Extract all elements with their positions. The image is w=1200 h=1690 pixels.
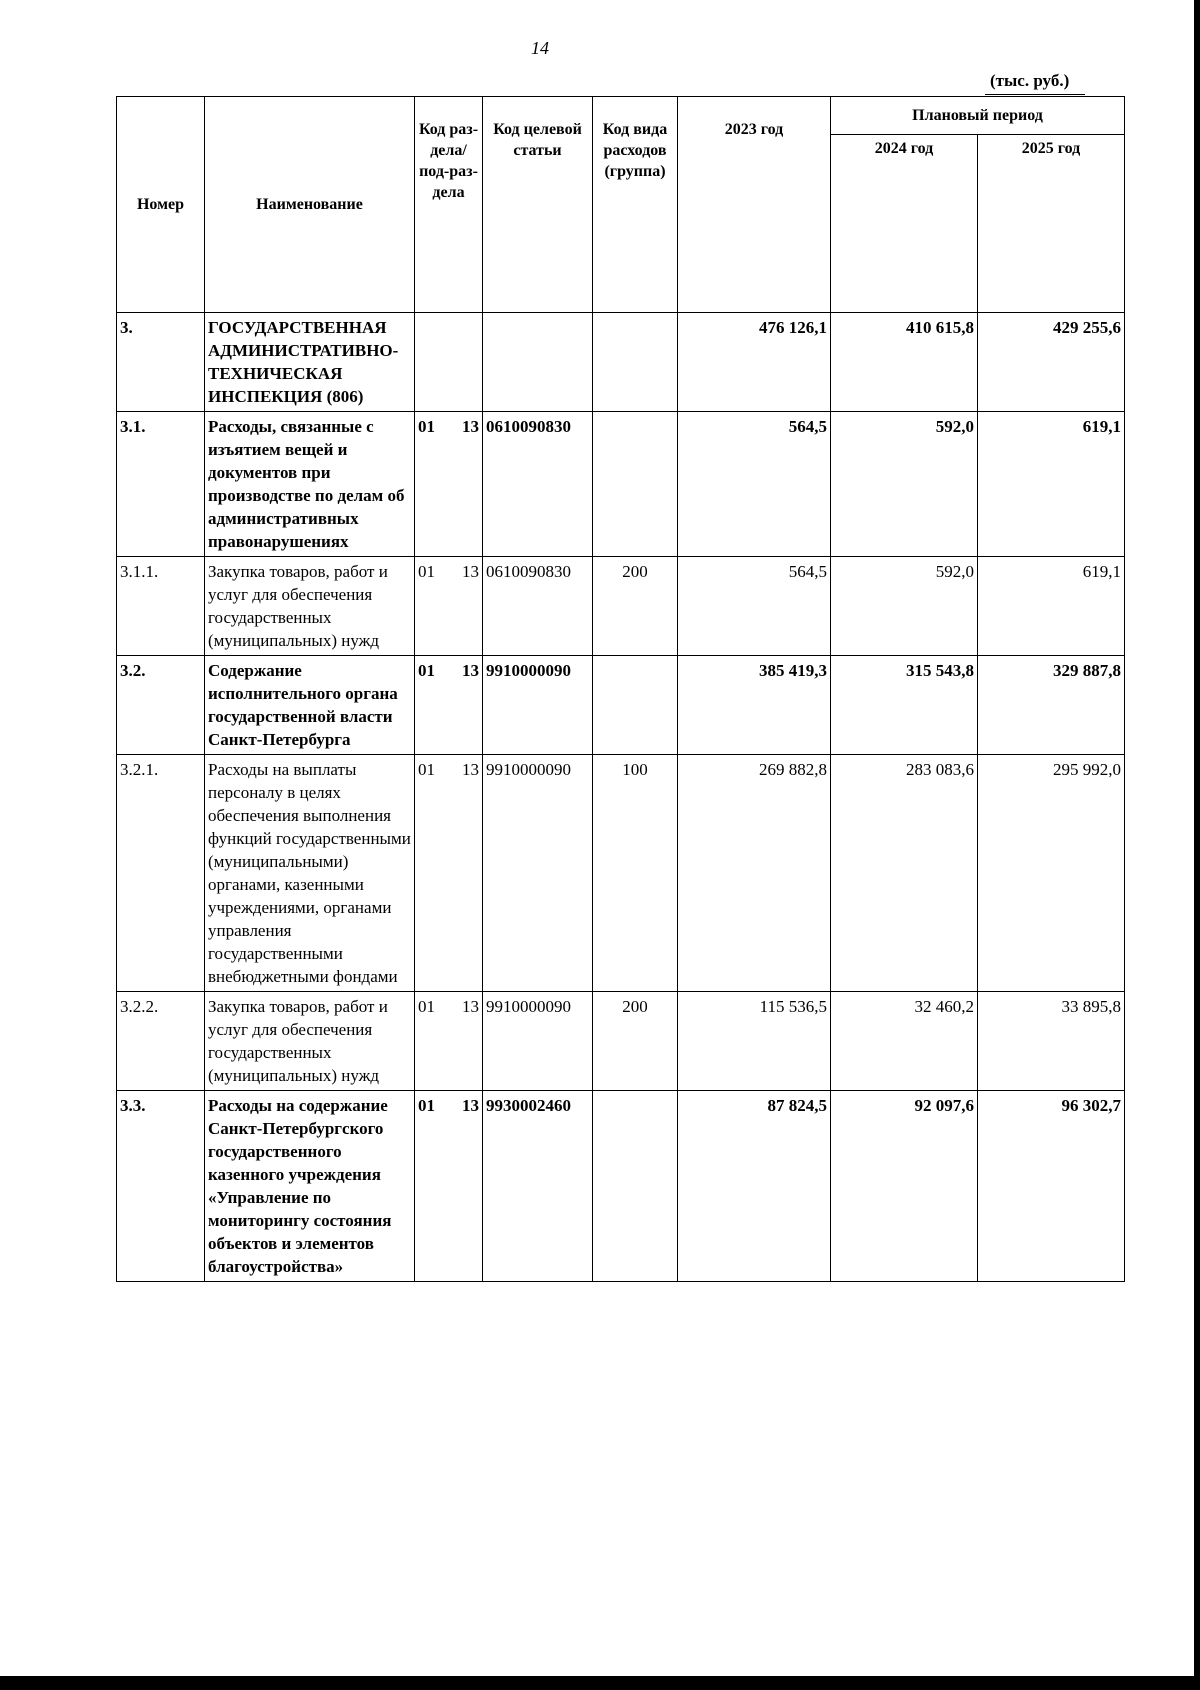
row-amount-2025: 295 992,0 [978,755,1125,992]
section-subsection [418,415,479,438]
row-amount-2023: 115 536,5 [678,992,831,1091]
row-target-code [483,313,593,412]
row-expense-type [593,412,678,557]
header-planned-period: Плановый период [831,97,1125,135]
header-2024: 2024 год [831,135,978,313]
row-expense-type: 100 [593,755,678,992]
table-row [117,755,1125,992]
row-amount-2024: 410 615,8 [831,313,978,412]
row-section-code [415,992,483,1091]
row-target-code: 9910000090 [483,755,593,992]
row-section-code [415,755,483,992]
row-number: 3.2. [117,656,205,755]
row-number: 3.3. [117,1091,205,1282]
row-amount-2025: 329 887,8 [978,656,1125,755]
row-amount-2024: 592,0 [831,557,978,656]
page-number: 14 [531,38,549,58]
row-expense-type [593,656,678,755]
header-name: Наименование [205,97,415,313]
section-subsection [418,995,479,1018]
row-name: Расходы на выплаты персоналу в целях обеспечения выполнения функций государственными (муниципальными) органами, казенными учреждениями, органами управления государственными внебюджетными фондами [205,755,415,992]
subsection-code: 13 [462,997,479,1016]
row-name: Расходы на содержание Санкт-Петербургского государственного казенного учреждения «Управление по мониторингу состояния объектов и элементов благоустройства» [205,1091,415,1282]
section-subsection [418,659,479,682]
row-name: ГОСУДАРСТВЕННАЯ АДМИНИСТРАТИВНО-ТЕХНИЧЕСКАЯ ИНСПЕКЦИЯ (806) [205,313,415,412]
scan-right-edge [1194,0,1200,1690]
row-amount-2025: 619,1 [978,557,1125,656]
table-row [117,656,1125,755]
row-section-code [415,1091,483,1282]
row-target-code: 9910000090 [483,992,593,1091]
row-amount-2023: 87 824,5 [678,1091,831,1282]
header-target-code: Код целевой статьи [483,97,593,313]
section-code: 01 [418,997,435,1016]
header-section-code: Код раз-дела/ под-раз-дела [415,97,483,313]
row-number: 3.2.1. [117,755,205,992]
section-subsection [418,560,479,583]
row-amount-2023: 269 882,8 [678,755,831,992]
header-2023: 2023 год [678,97,831,313]
row-amount-2023: 385 419,3 [678,656,831,755]
row-name: Закупка товаров, работ и услуг для обеспечения государственных (муниципальных) нужд [205,992,415,1091]
table-row [117,557,1125,656]
row-target-code: 0610090830 [483,412,593,557]
section-code: 01 [418,417,435,436]
row-number: 3. [117,313,205,412]
row-section-code [415,313,483,412]
header-expense-type: Код вида расходов (группа) [593,97,678,313]
subsection-code: 13 [462,417,479,436]
section-subsection [418,758,479,781]
row-amount-2023: 564,5 [678,557,831,656]
table-row [117,992,1125,1091]
row-name: Закупка товаров, работ и услуг для обеспечения государственных (муниципальных) нужд [205,557,415,656]
units-label: (тыс. руб.) [990,71,1070,90]
row-amount-2025: 96 302,7 [978,1091,1125,1282]
row-target-code: 0610090830 [483,557,593,656]
row-amount-2023: 476 126,1 [678,313,831,412]
table-row [117,412,1125,557]
row-amount-2024: 32 460,2 [831,992,978,1091]
header-2025: 2025 год [978,135,1125,313]
row-expense-type: 200 [593,992,678,1091]
row-number: 3.1. [117,412,205,557]
row-expense-type [593,313,678,412]
row-amount-2025: 429 255,6 [978,313,1125,412]
row-amount-2024: 315 543,8 [831,656,978,755]
row-expense-type [593,1091,678,1282]
row-number: 3.2.2. [117,992,205,1091]
row-amount-2025: 33 895,8 [978,992,1125,1091]
section-code: 01 [418,661,435,680]
row-target-code: 9910000090 [483,656,593,755]
row-amount-2024: 592,0 [831,412,978,557]
row-name: Расходы, связанные с изъятием вещей и документов при производстве по делам об административных правонарушениях [205,412,415,557]
table-row [117,313,1125,412]
subsection-code: 13 [462,562,479,581]
row-amount-2023: 564,5 [678,412,831,557]
row-amount-2024: 92 097,6 [831,1091,978,1282]
scan-bottom-edge [0,1676,1200,1690]
units-underline [985,94,1085,95]
section-subsection [418,1094,479,1117]
header-number: Номер [117,97,205,313]
row-section-code [415,557,483,656]
row-section-code [415,656,483,755]
row-number: 3.1.1. [117,557,205,656]
row-name: Содержание исполнительного органа государственной власти Санкт-Петербурга [205,656,415,755]
row-expense-type: 200 [593,557,678,656]
row-amount-2024: 283 083,6 [831,755,978,992]
subsection-code: 13 [462,661,479,680]
budget-table [116,96,1125,1282]
subsection-code: 13 [462,1096,479,1115]
section-code: 01 [418,760,435,779]
table-row [117,1091,1125,1282]
table-body [117,313,1125,1282]
row-amount-2025: 619,1 [978,412,1125,557]
row-target-code: 9930002460 [483,1091,593,1282]
row-section-code [415,412,483,557]
section-code: 01 [418,1096,435,1115]
subsection-code: 13 [462,760,479,779]
section-code: 01 [418,562,435,581]
